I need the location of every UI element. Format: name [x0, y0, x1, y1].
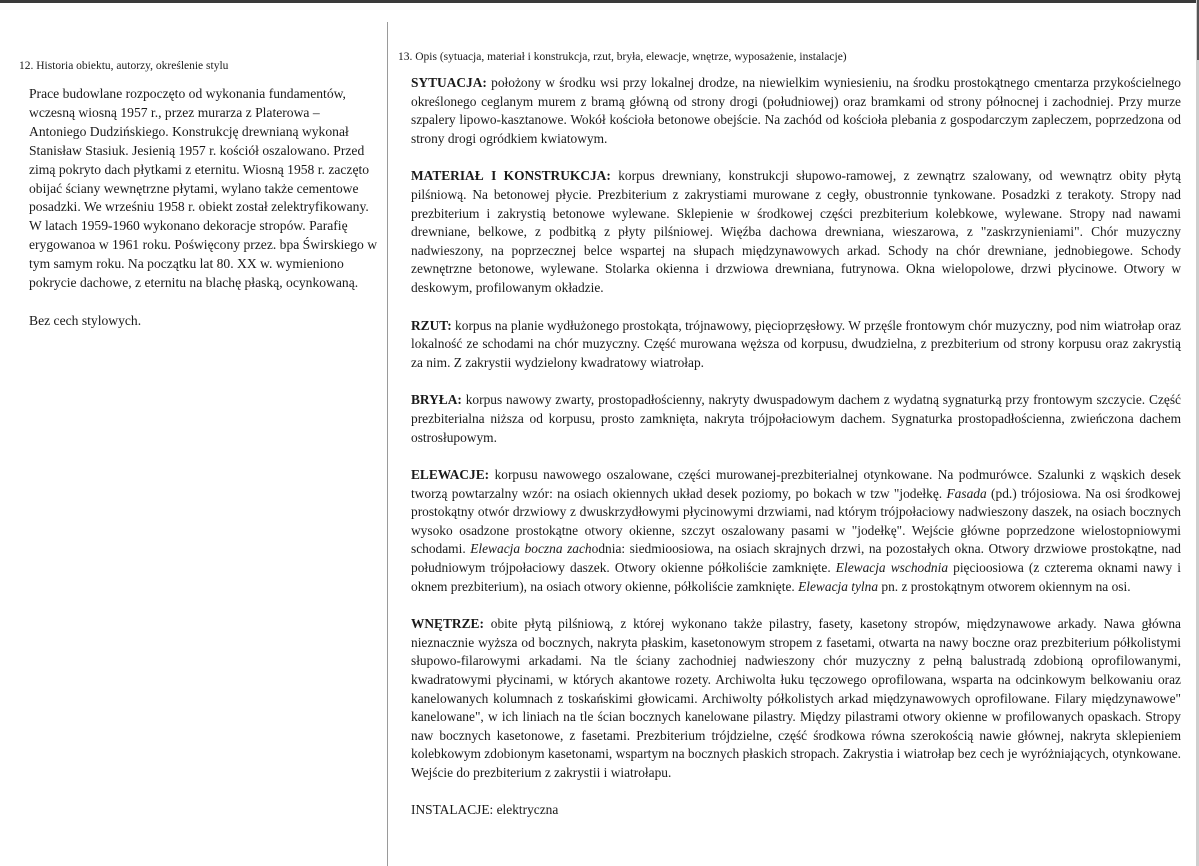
elewacje-fasada: Fasada	[946, 485, 987, 501]
description-column	[398, 51, 1188, 818]
elewacje-tylna: Elewacja tylna	[798, 578, 879, 594]
section-wnetrze	[411, 615, 1181, 782]
scan-top-edge	[0, 0, 1199, 3]
elewacje-boczna: Elewacja boczna zach	[470, 541, 592, 557]
section-material	[411, 167, 1181, 297]
section-sytuacja	[411, 74, 1181, 148]
history-column	[19, 60, 378, 331]
elewacje-text-4: pięcioosiowa (z czterema oknami nawy i oknem prezbiterium), na osiach otwory okienne, półkoliście zamknięte.	[411, 560, 1181, 594]
section-instalacje: INSTALACJE: elektryczna	[411, 801, 559, 817]
section-rzut	[411, 317, 1181, 373]
rzut-label: RZUT:	[411, 317, 452, 333]
section-bryla	[411, 391, 1181, 447]
sytuacja-text: położony w środku wsi przy lokalnej drodze, na niewielkim wyniesieniu, na środku prostokątnego cmentarza przykościelnego określonego ceglanym murem z bramą główną od strony drogi (południowej) oraz bramkami od strony północnej i zachodniej. Przy murze szpalery lipowo-kasztanowe. Wokół kościoła betonowe obejście. Na zachód od kościoła plebania z gospodarczym zapleczem, poprzedzona od strony drogi ogródkiem kwiatowym.	[411, 75, 1181, 146]
elewacje-wschodnia: Elewacja wschodnia	[835, 560, 949, 576]
material-label: MATERIAŁ I KONSTRUKCJA:	[411, 168, 611, 184]
sytuacja-label: SYTUACJA:	[411, 75, 487, 90]
material-text: korpus drewniany, konstrukcji słupowo-ramowej, z zewnątrz szalowany, od wewnątrz obity płytą pilśniową. Na betonowej płycie. Prezbiterium z zakrystiami murowane z cegły, obustronnie tynkowane. Posadzki z terakoty. Stropy nad prezbiterium i zakrystią betonowe wylewane. Sklepienie w środkowej części prezbiterium kolebkowe, wylewane. Stropy nad nawami drewniane, belkowe, z podbitką z płyty pilśniowej. Więźba dachowa drewniana, wieszarowa, z "zaskrzynieniami". Chór muzyczny nadwieszony, na poprzecznej belce wspartej na słupach międzynawowych arkad. Schody na chór drewniane, jednobiegowe. Schody zewnętrzne betonowe, wylewane. Stolarka okienna i drzwiowa drewniana, futrynowa. Okna wielopolowe, drzwi płycinowe. Otwory w deskowym, profilowanym okładzie.	[411, 168, 1181, 295]
history-heading: 12. Historia obiektu, autorzy, określenie stylu	[19, 60, 229, 72]
rzut-text: korpus na planie wydłużonego prostokąta, trójnawowy, pięcioprzęsłowy. W przęśle frontowym chór muzyczny, pod nim wiatrołap oraz lokalność ze schodami na chór muzyczny. Część murowana węższa od korpusu, dwudzielna, z prezbiterium od strony korpusu oraz zakrystią za nim. Z zakrystii wydzielony kwadratowy wiatrołap.	[411, 317, 1181, 370]
description-heading: 13. Opis (sytuacja, materiał i konstrukcja, rzut, bryła, elewacje, wnętrze, wyposażenie, instalacje)	[398, 51, 847, 63]
style-text: Bez cech stylowych.	[29, 312, 142, 328]
elewacje-label: ELEWACJE:	[411, 467, 490, 483]
bryla-label: BRYŁA:	[411, 392, 462, 408]
elewacje-text-1: korpusu nawowego oszalowane, części murowanej-prezbiterialnej otynkowane. Na podmurówce. Szalunki z wąskich desek tworzą powtarzalny wzór: na osiach okiennych układ desek poziomy, po bokach w tzw "jodełkę.	[411, 467, 1181, 501]
elewacje-text-5: pn. z prostokątnym otworem okiennym na osi.	[878, 578, 1131, 594]
history-text: Prace budowlane rozpoczęto od wykonania fundamentów, wczesną wiosną 1957 r., przez murarza z Platerowa – Antoniego Dudzińskiego. Konstrukcję drewnianą wykonał Stanisław Stasiuk. Jesienią 1957 r. kościół oszalowano. Przed zimą pokryto dach płytkami z eternitu. Wiosną 1958 r. zaczęto obijać ściany wewnętrzne płytami, wylano także cementowe posadzki. We wrześniu 1958 r. obiekt został zelektryfikowany. W latach 1959-1960 wykonano dekoracje stropów. Parafię erygowanoa w 1961 roku. Poświęcony przez. bpa Świrskiego w tym samym roku. Na początku lat 80. XX w. wymieniono pokrycie dachowe, z eternitu na blachę płaską, ocynkowaną.	[29, 86, 378, 291]
section-elewacje	[411, 466, 1181, 596]
elewacje-text-2: (pd.) trójosiowa. Na osi środkowej prostokątny otwór drzwiowy z dwuskrzydłowymi płycinowymi drzwiami, nad którym trójpołaciowy nadwieszony daszek, na osiach bocznych wysoko osadzone prostokątne otwory okienne, szczyt oszalowany pasami w "jodełkę". Wejście główne poprzedzone wielostopniowymi schodami.	[411, 485, 1181, 557]
elewacje-text-3: odnia: siedmioosiowa, na osiach skrajnych drzwi, na pozostałych okna. Otwory drzwiowe prostokątne, nad południowym trójpołaciowy daszek. Otwory okienne półkoliście zamknięte.	[411, 541, 1181, 576]
wnetrze-text: obite płytą pilśniową, z której wykonano także pilastry, fasety, kasetony stropów, międzynawowe arkady. Nawa główna nieznacznie wyższa od bocznych, nakryta płaskim, kasetonowym stropem z fasetami, otwarta na nawy boczne oraz prezbiterium półkolistymi słupowo-filarowymi arkadami. Na tle ściany zachodniej nadwieszony chór muzyczny z pełną balustradą zdobioną oprofilowanymi, kwadratowymi płycinami, w których akantowe rozety. Archiwolta łuku tęczowego oprofilowana, wsparta na odcinkowym belkowaniu oraz kanelowanych kolumnach z toskańskimi głowicami. Archiwolty półkolistych arkad międzynawowych oprofilowane. Filary międzynawowe" kanelowane", w ich liniach na tle ścian bocznych kanelowane pilastry. Między pilastrami otwory okienne w profilowanych opaskach. Stropy naw bocznych kasetonowe, z fasetami. Prezbiterium trójdzielne, część środkowa równa szerokością nawie głównej, nakryta sklepieniem kolebkowym zdobionym kasetonami, wspartym na bocznych płaskich stropach. Zakrystia i wiatrołap bez cech je wyróżniających, otynkowane. Wejście do prezbiterium z zakrystii i wiatrołapu.	[411, 616, 1181, 780]
bryla-text: korpus nawowy zwarty, prostopadłościenny, nakryty dwuspadowym dachem z wydatną sygnaturką przy frontowym szczycie. Część prezbiterialna niższa od korpusu, prosto zamknięta, nakryta trójpołaciowym dachem. Sygnaturka prostopadłościenna, zwieńczona dachem ostrosłupowym.	[411, 392, 1181, 445]
wnetrze-label: WNĘTRZE:	[411, 616, 484, 632]
column-divider	[387, 22, 388, 866]
